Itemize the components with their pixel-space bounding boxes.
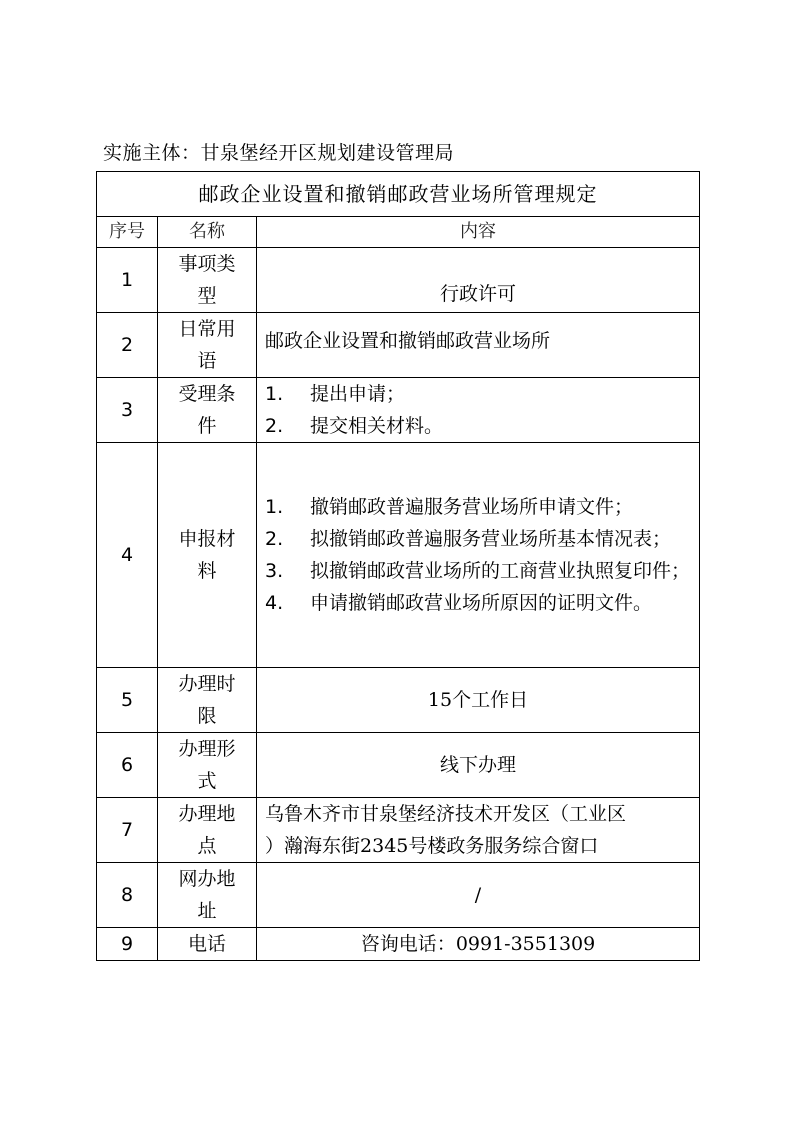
issuer-line: 实施主体：甘泉堡经开区规划建设管理局 (103, 142, 455, 164)
row-number: 3 (97, 378, 158, 443)
table-row (97, 378, 700, 443)
row-number: 1 (97, 248, 158, 313)
row-number: 2 (97, 313, 158, 378)
list-text: 提出申请； (310, 383, 406, 405)
address-part: 号楼政务服务综合窗口 (408, 835, 599, 857)
title-row (97, 172, 700, 217)
row-name: 日常用语 (158, 313, 257, 378)
row-number: 5 (97, 668, 158, 733)
row-number: 8 (97, 863, 158, 928)
table-title: 邮政企业设置和撤销邮政营业场所管理规定 (97, 172, 700, 217)
list-number: 1. (265, 383, 284, 405)
list-number: 2. (265, 528, 284, 550)
service-table (96, 171, 700, 961)
phone-number: 0991-3551309 (455, 933, 596, 955)
address-part: ）瀚海东街 (265, 835, 361, 857)
row-number: 4 (97, 443, 158, 668)
address-line: 乌鲁木齐市甘泉堡经济技术开发区（工业区 (265, 803, 627, 825)
table-row (97, 443, 700, 668)
row-number: 9 (97, 928, 158, 961)
address-line (265, 830, 691, 862)
address-number: 2345 (360, 835, 409, 857)
duration-days: 15 (427, 689, 453, 711)
list-item (265, 523, 691, 555)
table-row (97, 668, 700, 733)
list-text: 撤销邮政普遍服务营业场所申请文件； (310, 496, 634, 518)
list-item (265, 378, 691, 410)
row-name: 办理时限 (158, 668, 257, 733)
row-name: 办理地点 (158, 798, 257, 863)
row-content: / (257, 863, 700, 928)
row-content (257, 798, 700, 863)
table-row (97, 313, 700, 378)
header-row (97, 217, 700, 248)
row-content (257, 928, 700, 961)
list-item (265, 587, 691, 619)
table-row (97, 248, 700, 313)
list-item (265, 410, 691, 442)
row-content: 邮政企业设置和撤销邮政营业场所 (257, 313, 700, 378)
header-no: 序号 (97, 217, 158, 248)
phone-label: 咨询电话： (360, 933, 456, 955)
duration-unit: 个工作日 (452, 689, 529, 711)
row-content: 线下办理 (257, 733, 700, 798)
list-number: 3. (265, 560, 284, 582)
list-text: 申请撤销邮政营业场所原因的证明文件。 (310, 592, 653, 614)
header-content: 内容 (257, 217, 700, 248)
list-text: 拟撤销邮政普遍服务营业场所基本情况表； (310, 528, 672, 550)
row-content (257, 443, 700, 668)
row-name: 网办地址 (158, 863, 257, 928)
list-number: 1. (265, 496, 284, 518)
list-number: 2. (265, 415, 284, 437)
list-number: 4. (265, 592, 284, 614)
row-number: 7 (97, 798, 158, 863)
list-item (265, 491, 691, 523)
table-row (97, 733, 700, 798)
table-row (97, 798, 700, 863)
row-content (257, 378, 700, 443)
row-name: 申报材料 (158, 443, 257, 668)
row-content (257, 668, 700, 733)
header-name: 名称 (158, 217, 257, 248)
list-item (265, 555, 691, 587)
list-text: 提交相关材料。 (310, 415, 444, 437)
row-name: 电话 (158, 928, 257, 961)
row-name: 办理形式 (158, 733, 257, 798)
row-name: 受理条件 (158, 378, 257, 443)
list-text: 拟撤销邮政营业场所的工商营业执照复印件； (310, 560, 691, 582)
row-name: 事项类型 (158, 248, 257, 313)
row-content: 行政许可 (257, 248, 700, 313)
table-row (97, 928, 700, 961)
table-row (97, 863, 700, 928)
row-number: 6 (97, 733, 158, 798)
